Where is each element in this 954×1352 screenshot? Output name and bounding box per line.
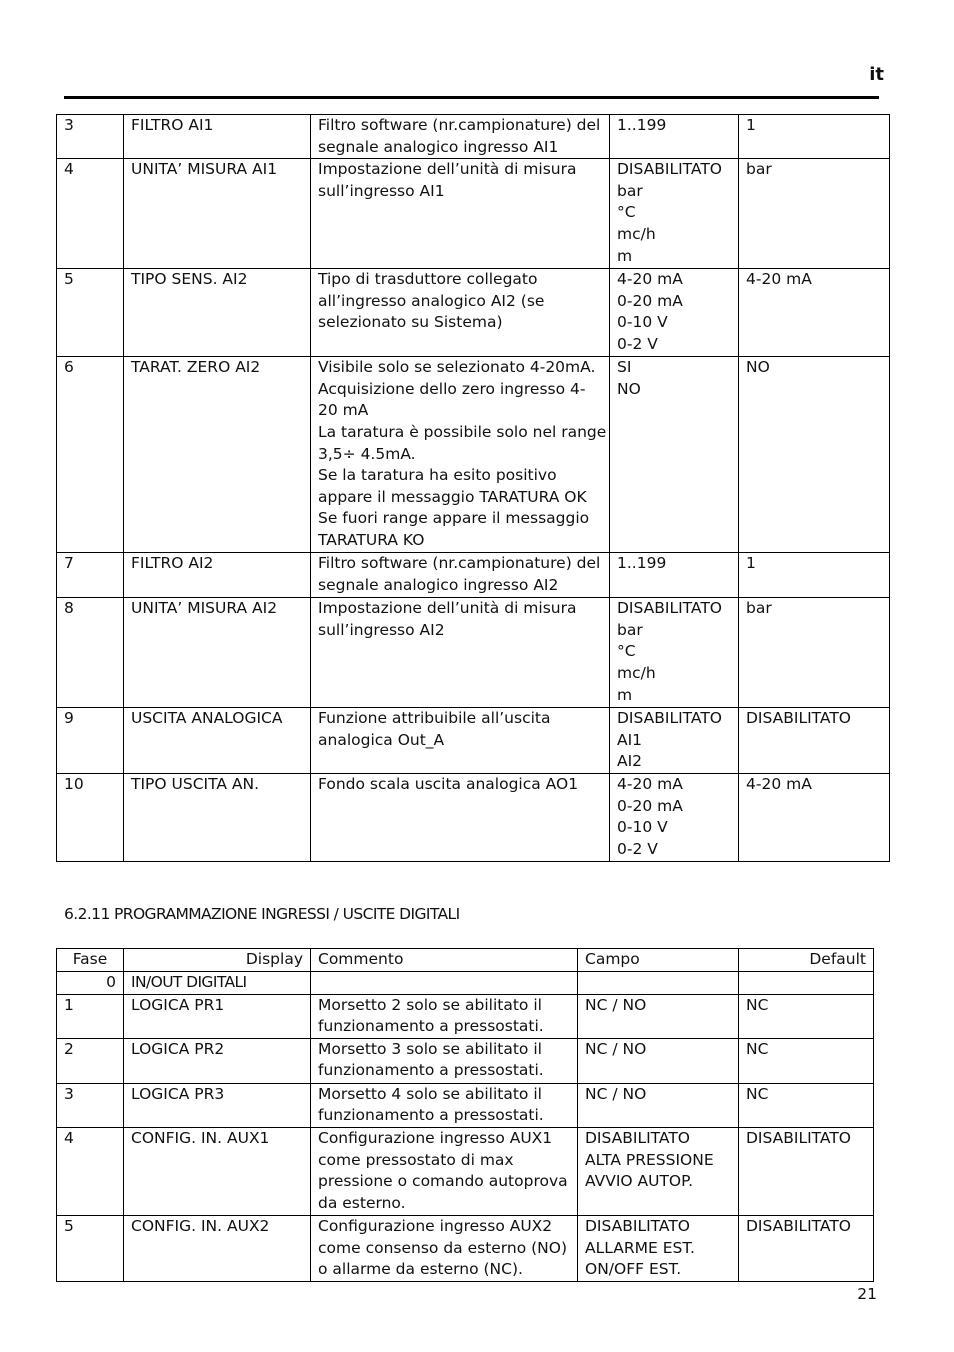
- group-default: [739, 972, 874, 995]
- table-row: [57, 1127, 874, 1215]
- cell-fase: 3: [57, 115, 124, 159]
- cell-campo-line: 0-20 mA: [617, 291, 683, 310]
- cell-campo-line: 4-20 mA: [617, 270, 683, 289]
- cell-comment-line: Morsetto 2 solo se abilitato il: [318, 995, 542, 1014]
- cell-fase: 4: [57, 1127, 124, 1215]
- cell-comment-line: all’ingresso analogico AI2 (se: [318, 291, 545, 310]
- cell-comment-line: da esterno.: [318, 1193, 406, 1212]
- cell-campo-line: NC / NO: [585, 1084, 647, 1103]
- cell-campo-line: AVVIO AUTOP.: [585, 1172, 693, 1191]
- cell-comment: [311, 1215, 578, 1281]
- cell-default: 4-20 mA: [739, 774, 890, 861]
- cell-campo: [610, 357, 739, 553]
- cell-comment-line: appare il messaggio TARATURA OK: [318, 487, 587, 506]
- cell-comment-line: Acquisizione dello zero ingresso 4-: [318, 379, 586, 398]
- cell-campo-line: mc/h: [617, 224, 656, 243]
- header-fase: Fase: [57, 949, 124, 972]
- cell-campo: [610, 553, 739, 598]
- table-row: [57, 357, 890, 553]
- cell-default: DISABILITATO: [739, 708, 890, 774]
- table-row: [57, 269, 890, 357]
- cell-default: NC: [739, 1038, 874, 1083]
- table-row: [57, 115, 890, 159]
- cell-display: CONFIG. IN. AUX1: [124, 1127, 311, 1215]
- cell-comment: [311, 269, 610, 357]
- table-group-row: [57, 972, 874, 995]
- cell-comment: [311, 159, 610, 269]
- cell-comment-line: sull’ingresso AI2: [318, 620, 445, 639]
- cell-comment: [311, 1083, 578, 1127]
- cell-comment-line: Se fuori range appare il messaggio: [318, 509, 590, 528]
- cell-campo-line: ALTA PRESSIONE: [585, 1150, 714, 1169]
- cell-comment-line: come consenso da esterno (NO): [318, 1238, 568, 1257]
- cell-comment: [311, 1038, 578, 1083]
- table-row: [57, 1038, 874, 1083]
- cell-campo-line: 1..199: [617, 116, 667, 134]
- cell-comment: [311, 994, 578, 1038]
- cell-comment-line: pressione o comando autoprova: [318, 1172, 568, 1191]
- cell-campo: [578, 994, 739, 1038]
- table-row: [57, 994, 874, 1038]
- cell-display: TIPO USCITA AN.: [124, 774, 311, 861]
- cell-display: LOGICA PR3: [124, 1083, 311, 1127]
- header-campo: Campo: [578, 949, 739, 972]
- parameters-table-analog: [56, 114, 890, 862]
- table-row: [57, 774, 890, 861]
- cell-comment-line: Fondo scala uscita analogica AO1: [318, 775, 579, 794]
- cell-fase: 3: [57, 1083, 124, 1127]
- cell-campo-line: SI: [617, 358, 632, 377]
- cell-campo-line: 0-2 V: [617, 839, 658, 858]
- cell-comment-line: 20 mA: [318, 401, 369, 420]
- cell-campo-line: 4-20 mA: [617, 775, 683, 794]
- cell-campo-line: bar: [617, 181, 643, 200]
- table-row: [57, 598, 890, 708]
- cell-campo-line: NC / NO: [585, 995, 647, 1014]
- cell-campo-line: m: [617, 685, 633, 704]
- cell-comment-line: TARATURA KO: [318, 530, 425, 549]
- parameters-table-digital: [56, 948, 874, 1282]
- cell-comment-line: sull’ingresso AI1: [318, 181, 445, 200]
- section-title: 6.2.11 PROGRAMMAZIONE INGRESSI / USCITE DIGITALI: [64, 905, 460, 923]
- cell-default: bar: [739, 598, 890, 708]
- cell-campo-line: °C: [617, 203, 636, 222]
- cell-fase: 2: [57, 1038, 124, 1083]
- cell-comment: [311, 115, 610, 159]
- cell-comment: [311, 774, 610, 861]
- cell-default: DISABILITATO: [739, 1215, 874, 1281]
- cell-campo: [610, 598, 739, 708]
- table-row: [57, 1083, 874, 1127]
- cell-campo-line: ALLARME EST.: [585, 1238, 695, 1257]
- group-fase: 0: [57, 972, 124, 995]
- table-header-row: [57, 949, 874, 972]
- cell-default: NO: [739, 357, 890, 553]
- cell-fase: 4: [57, 159, 124, 269]
- header-default: Default: [739, 949, 874, 972]
- cell-comment-line: Filtro software (nr.campionature) del: [318, 554, 601, 573]
- table-row: [57, 1215, 874, 1281]
- group-display: IN/OUT DIGITALI: [124, 972, 311, 995]
- cell-campo-line: DISABILITATO: [585, 1216, 690, 1235]
- cell-campo-line: DISABILITATO: [585, 1128, 690, 1147]
- cell-campo-line: DISABILITATO: [617, 709, 722, 728]
- cell-comment-line: La taratura è possibile solo nel range: [318, 422, 607, 441]
- cell-campo: [610, 159, 739, 269]
- cell-campo: [610, 774, 739, 861]
- cell-comment-line: come pressostato di max: [318, 1150, 514, 1169]
- cell-comment: [311, 1127, 578, 1215]
- header-commento: Commento: [311, 949, 578, 972]
- header-rule: [64, 96, 879, 99]
- cell-comment: [311, 553, 610, 598]
- cell-campo-line: ON/OFF EST.: [585, 1260, 682, 1279]
- cell-comment-line: funzionamento a pressostati.: [318, 1017, 544, 1036]
- cell-campo-line: DISABILITATO: [617, 160, 722, 179]
- cell-comment-line: Tipo di trasduttore collegato: [318, 270, 538, 289]
- cell-display: LOGICA PR2: [124, 1038, 311, 1083]
- cell-comment-line: funzionamento a pressostati.: [318, 1106, 544, 1125]
- cell-campo: [610, 115, 739, 159]
- cell-campo-line: 0-2 V: [617, 334, 658, 353]
- cell-comment-line: Configurazione ingresso AUX1: [318, 1128, 553, 1147]
- cell-display: UNITA’ MISURA AI1: [124, 159, 311, 269]
- cell-comment-line: Se la taratura ha esito positivo: [318, 466, 557, 485]
- cell-display: UNITA’ MISURA AI2: [124, 598, 311, 708]
- cell-campo-line: NO: [617, 379, 641, 398]
- cell-fase: 1: [57, 994, 124, 1038]
- cell-campo-line: °C: [617, 642, 636, 661]
- cell-display: CONFIG. IN. AUX2: [124, 1215, 311, 1281]
- cell-comment-line: analogica Out_A: [318, 730, 445, 749]
- header-display: Display: [124, 949, 311, 972]
- cell-comment-line: Visibile solo se selezionato 4-20mA.: [318, 358, 596, 377]
- cell-default: bar: [739, 159, 890, 269]
- cell-campo: [578, 1083, 739, 1127]
- cell-comment-line: 3,5÷ 4.5mA.: [318, 444, 416, 463]
- cell-comment-line: segnale analogico ingresso AI1: [318, 137, 559, 156]
- cell-campo: [610, 269, 739, 357]
- cell-campo-line: 1..199: [617, 554, 667, 573]
- cell-campo-line: mc/h: [617, 663, 656, 682]
- cell-display: LOGICA PR1: [124, 994, 311, 1038]
- cell-campo-line: m: [617, 246, 633, 265]
- cell-fase: 5: [57, 269, 124, 357]
- cell-fase: 5: [57, 1215, 124, 1281]
- table-row: [57, 159, 890, 269]
- cell-campo-line: 0-10 V: [617, 313, 668, 332]
- cell-comment-line: Funzione attribuibile all’uscita: [318, 709, 551, 728]
- group-campo: [578, 972, 739, 995]
- cell-comment-line: Filtro software (nr.campionature) del: [318, 116, 601, 134]
- cell-campo: [578, 1215, 739, 1281]
- cell-display: FILTRO AI2: [124, 553, 311, 598]
- cell-comment: [311, 357, 610, 553]
- cell-comment-line: funzionamento a pressostati.: [318, 1061, 544, 1080]
- cell-fase: 10: [57, 774, 124, 861]
- cell-campo-line: DISABILITATO: [617, 599, 722, 618]
- group-comment: [311, 972, 578, 995]
- cell-campo: [578, 1127, 739, 1215]
- cell-comment-line: Impostazione dell’unità di misura: [318, 160, 577, 179]
- cell-fase: 9: [57, 708, 124, 774]
- cell-default: NC: [739, 1083, 874, 1127]
- cell-campo-line: NC / NO: [585, 1039, 647, 1058]
- table-row: [57, 553, 890, 598]
- cell-display: TIPO SENS. AI2: [124, 269, 311, 357]
- table-row: [57, 708, 890, 774]
- cell-default: NC: [739, 994, 874, 1038]
- cell-comment-line: o allarme da esterno (NC).: [318, 1260, 523, 1279]
- cell-comment-line: segnale analogico ingresso AI2: [318, 575, 559, 594]
- cell-campo-line: 0-20 mA: [617, 796, 683, 815]
- cell-comment-line: Morsetto 3 solo se abilitato il: [318, 1039, 542, 1058]
- cell-display: USCITA ANALOGICA: [124, 708, 311, 774]
- cell-default: 1: [739, 553, 890, 598]
- cell-default: 4-20 mA: [739, 269, 890, 357]
- cell-campo: [610, 708, 739, 774]
- page-number: 21: [857, 1285, 877, 1303]
- cell-fase: 8: [57, 598, 124, 708]
- cell-campo-line: AI1: [617, 730, 643, 749]
- cell-comment-line: Configurazione ingresso AUX2: [318, 1216, 553, 1235]
- cell-campo-line: bar: [617, 620, 643, 639]
- cell-campo-line: 0-10 V: [617, 818, 668, 837]
- language-marker: it: [869, 64, 884, 85]
- cell-fase: 7: [57, 553, 124, 598]
- cell-comment-line: Impostazione dell’unità di misura: [318, 599, 577, 618]
- cell-campo-line: AI2: [617, 752, 643, 771]
- cell-campo: [578, 1038, 739, 1083]
- cell-default: 1: [739, 115, 890, 159]
- cell-default: DISABILITATO: [739, 1127, 874, 1215]
- cell-comment-line: Morsetto 4 solo se abilitato il: [318, 1084, 542, 1103]
- cell-fase: 6: [57, 357, 124, 553]
- cell-comment-line: selezionato su Sistema): [318, 313, 503, 332]
- cell-comment: [311, 708, 610, 774]
- cell-display: FILTRO AI1: [124, 115, 311, 159]
- cell-display: TARAT. ZERO AI2: [124, 357, 311, 553]
- cell-comment: [311, 598, 610, 708]
